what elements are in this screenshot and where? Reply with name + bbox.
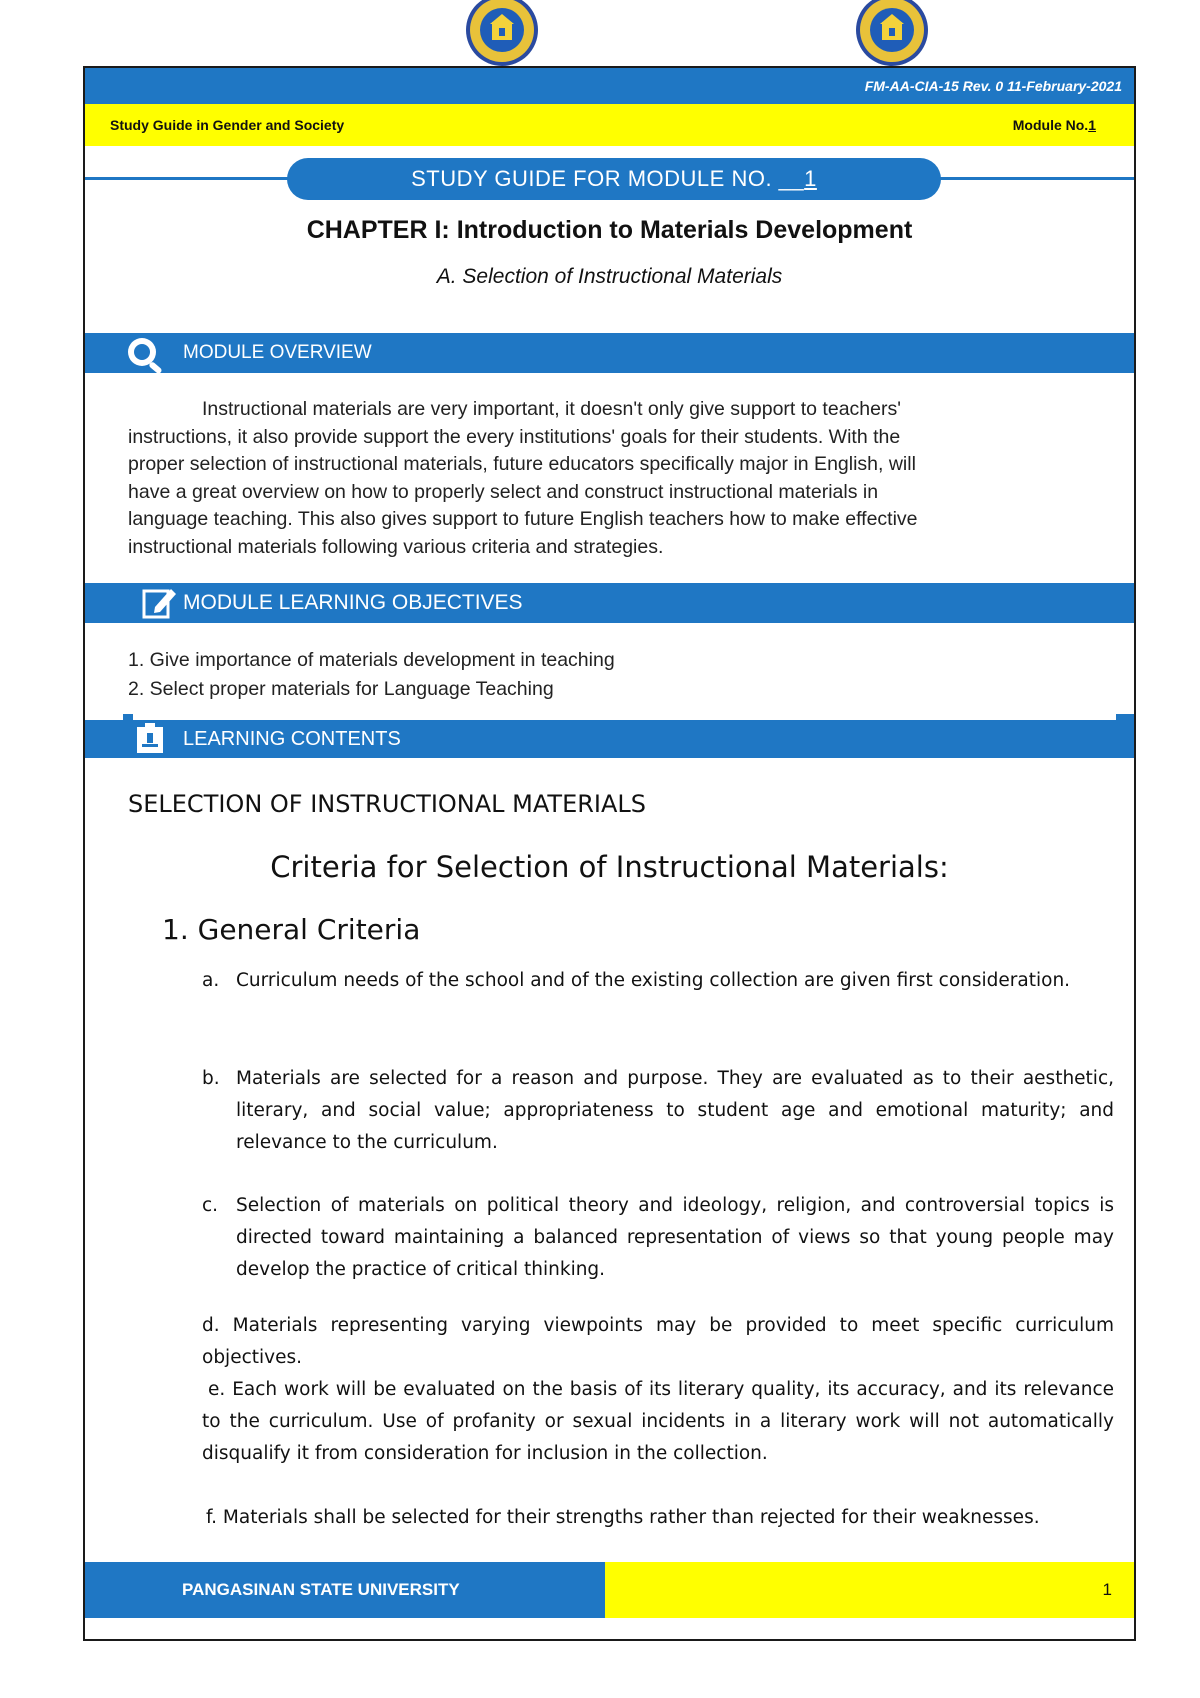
objectives-list: [128, 646, 1114, 704]
course-title: Study Guide in Gender and Society: [110, 117, 345, 133]
footer-page-bar: [605, 1562, 1134, 1618]
edit-icon: [141, 585, 179, 621]
criteria-item-b: [202, 1063, 1114, 1159]
contents-heading: LEARNING CONTENTS: [183, 728, 401, 750]
footer-university-bar: [85, 1562, 605, 1618]
university-name: PANGASINAN STATE UNIVERSITY: [182, 1580, 460, 1599]
contents-header: [85, 720, 1134, 758]
item-text: Selection of materials on political theory and ideology, religion, and controversial topics is directed toward maintaining a balanced representation of views so that young people may develop the practice of critical thinking.: [236, 1195, 1114, 1280]
overview-line: instructional materials following various criteria and strategies.: [128, 535, 664, 558]
study-guide-banner: [287, 158, 941, 200]
overview-header: [85, 333, 1134, 373]
overview-line: proper selection of instructional materials, future educators specifically major in English, will: [128, 453, 916, 475]
item-letter: c.: [202, 1195, 219, 1216]
objective-item: 1. Give importance of materials development in teaching: [128, 649, 615, 671]
criteria-item-f: f. Materials shall be selected for their strengths rather than rejected for their weaknesses.: [206, 1507, 1040, 1528]
course-bar: [85, 104, 1134, 146]
objectives-heading: MODULE LEARNING OBJECTIVES: [183, 591, 523, 614]
module-number: 1: [1088, 117, 1096, 133]
objectives-header: [85, 583, 1134, 623]
criteria-item-a: [202, 965, 1114, 1029]
chapter-title: CHAPTER I: Introduction to Materials Development: [306, 216, 913, 244]
overview-line: Instructional materials are very important, it doesn't only give support to teachers': [202, 398, 901, 420]
overview-line: instructions, it also provide support the every institutions' goals for their students. With the: [128, 425, 901, 448]
university-seal-right: [852, 0, 932, 66]
content-section-title: SELECTION OF INSTRUCTIONAL MATERIALS: [128, 790, 647, 818]
university-seal-left: [462, 0, 542, 66]
module-label: Module No.: [1012, 117, 1089, 133]
overview-line: language teaching. This also gives support to future English teachers how to make effective: [128, 508, 918, 530]
module-number-label: [1013, 104, 1096, 146]
banner-title: STUDY GUIDE FOR MODULE NO. __: [411, 166, 805, 191]
clipboard-icon: [135, 723, 165, 755]
criteria-item-c: [202, 1190, 1114, 1286]
header-bar: [85, 68, 1134, 104]
item-text: Materials are selected for a reason and purpose. They are evaluated as to their aesthetic, literary, and social value; appropriateness to student age and emotional maturity; and relevance to the curriculum.: [236, 1068, 1114, 1153]
general-criteria-title: 1. General Criteria: [162, 913, 421, 946]
criteria-item-e: e. Each work will be evaluated on the basis of its literary quality, its accuracy, and its relevance to the curriculum. Use of profanity or sexual incidents in a literary work will not automatically disqualify it from consideration for inclusion in the collection.: [202, 1379, 1114, 1464]
page-number: 1: [1102, 1580, 1112, 1599]
chapter-subtitle: A. Selection of Instructional Materials: [436, 265, 783, 288]
item-text: Curriculum needs of the school and of the existing collection are given first consideration.: [236, 970, 1071, 991]
overview-line: have a great overview on how to properly select and construct instructional materials in: [128, 480, 879, 503]
search-icon: [123, 335, 169, 373]
criteria-item-d: d. Materials representing varying viewpoints may be provided to meet specific curriculum objectives.: [202, 1315, 1114, 1368]
objective-item: 2. Select proper materials for Language Teaching: [128, 678, 554, 700]
overview-heading: MODULE OVERVIEW: [183, 342, 372, 363]
form-code: FM-AA-CIA-15 Rev. 0 11-February-2021: [864, 78, 1122, 94]
item-letter: a.: [202, 970, 220, 991]
item-letter: b.: [202, 1068, 220, 1089]
overview-text: [128, 396, 1114, 561]
banner-number: 1: [804, 166, 817, 191]
criteria-title: Criteria for Selection of Instructional Materials:: [270, 850, 949, 884]
